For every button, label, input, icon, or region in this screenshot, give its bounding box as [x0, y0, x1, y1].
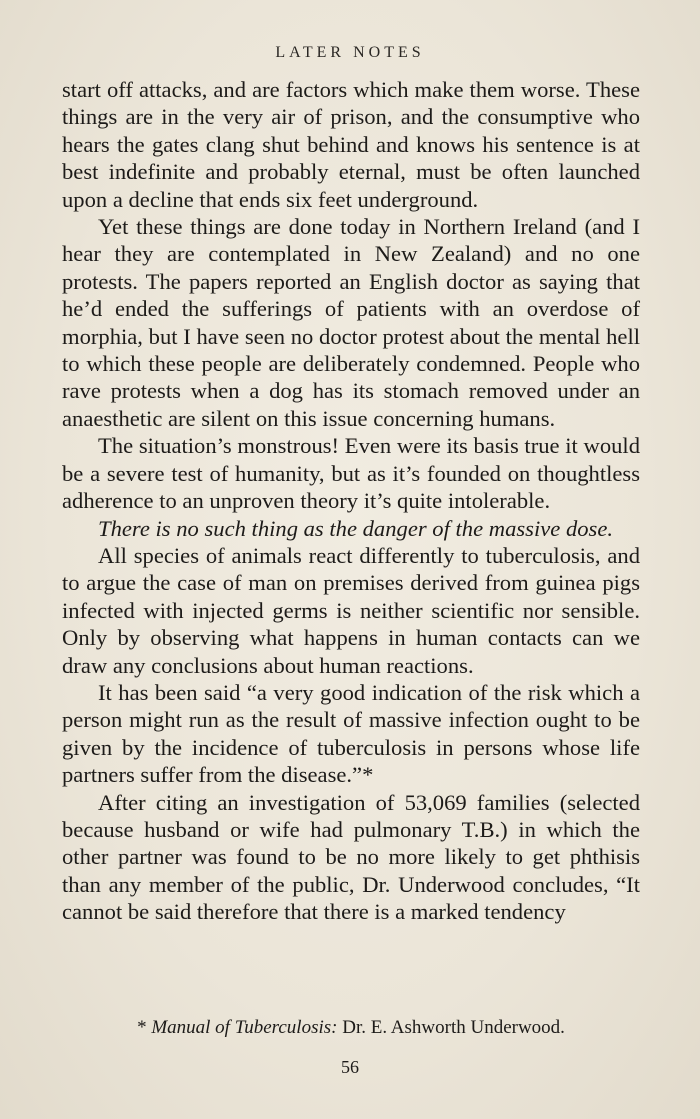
page-number: 56 [341, 1057, 359, 1077]
paragraph: After citing an investigation of 53,069 families (selected because husband or wife had pulmonary T.B.) in which the other partner was found to be no more likely to get phthisis than any member of the public, Dr. Underwood concludes, “It cannot be said therefore that there is a marked tendency [62, 789, 640, 925]
footnote-title: Manual of Tuberculosis: [151, 1017, 338, 1038]
paragraph: All species of animals react differently to tuberculosis, and to argue the case of man on premises derived from guinea pigs infected with injected germs is neither scientific nor sensible. Only by observing what happens in human contacts can we draw any conclusions about human reactions. [62, 542, 640, 678]
paragraph: It has been said “a very good indication of the risk which a person might run as the result of massive infection ought to be given by the incidence of tuberculosis in persons whose life partners suffer from the disease.”* [62, 679, 640, 788]
footnote-marker: * [137, 1017, 147, 1038]
paragraph: Yet these things are done today in Northern Ireland (and I hear they are contemplated in New Zealand) and no one protests. The papers reported an English doctor as saying that he’d ended the sufferings of patients with an overdose of morphia, but I have seen no doctor protest about the mental hell to which these people are deliberately condemned. People who rave protests when a dog has its stomach removed under an anaesthetic are silent on this issue concerning humans. [62, 214, 640, 431]
running-head: LATER NOTES [275, 44, 425, 61]
body-text [62, 76, 640, 926]
paragraph: The situation’s monstrous! Even were its basis true it would be a severe test of humanity, but as it’s founded on thoughtless adherence to an unproven theory it’s quite intolerable. [62, 433, 640, 514]
italic-statement: There is no such thing as the danger of the massive dose. [98, 515, 614, 541]
paragraph-continuation: start off attacks, and are factors which make them worse. These things are in the very air of prison, and the consumptive who hears the gates clang shut behind and knows his sentence is at best indefinite and probably eternal, must be often launched upon a decline that ends six feet underground. [62, 77, 640, 212]
footnote-author: Dr. E. Ashworth Underwood. [342, 1017, 565, 1038]
footnote [62, 1016, 640, 1040]
